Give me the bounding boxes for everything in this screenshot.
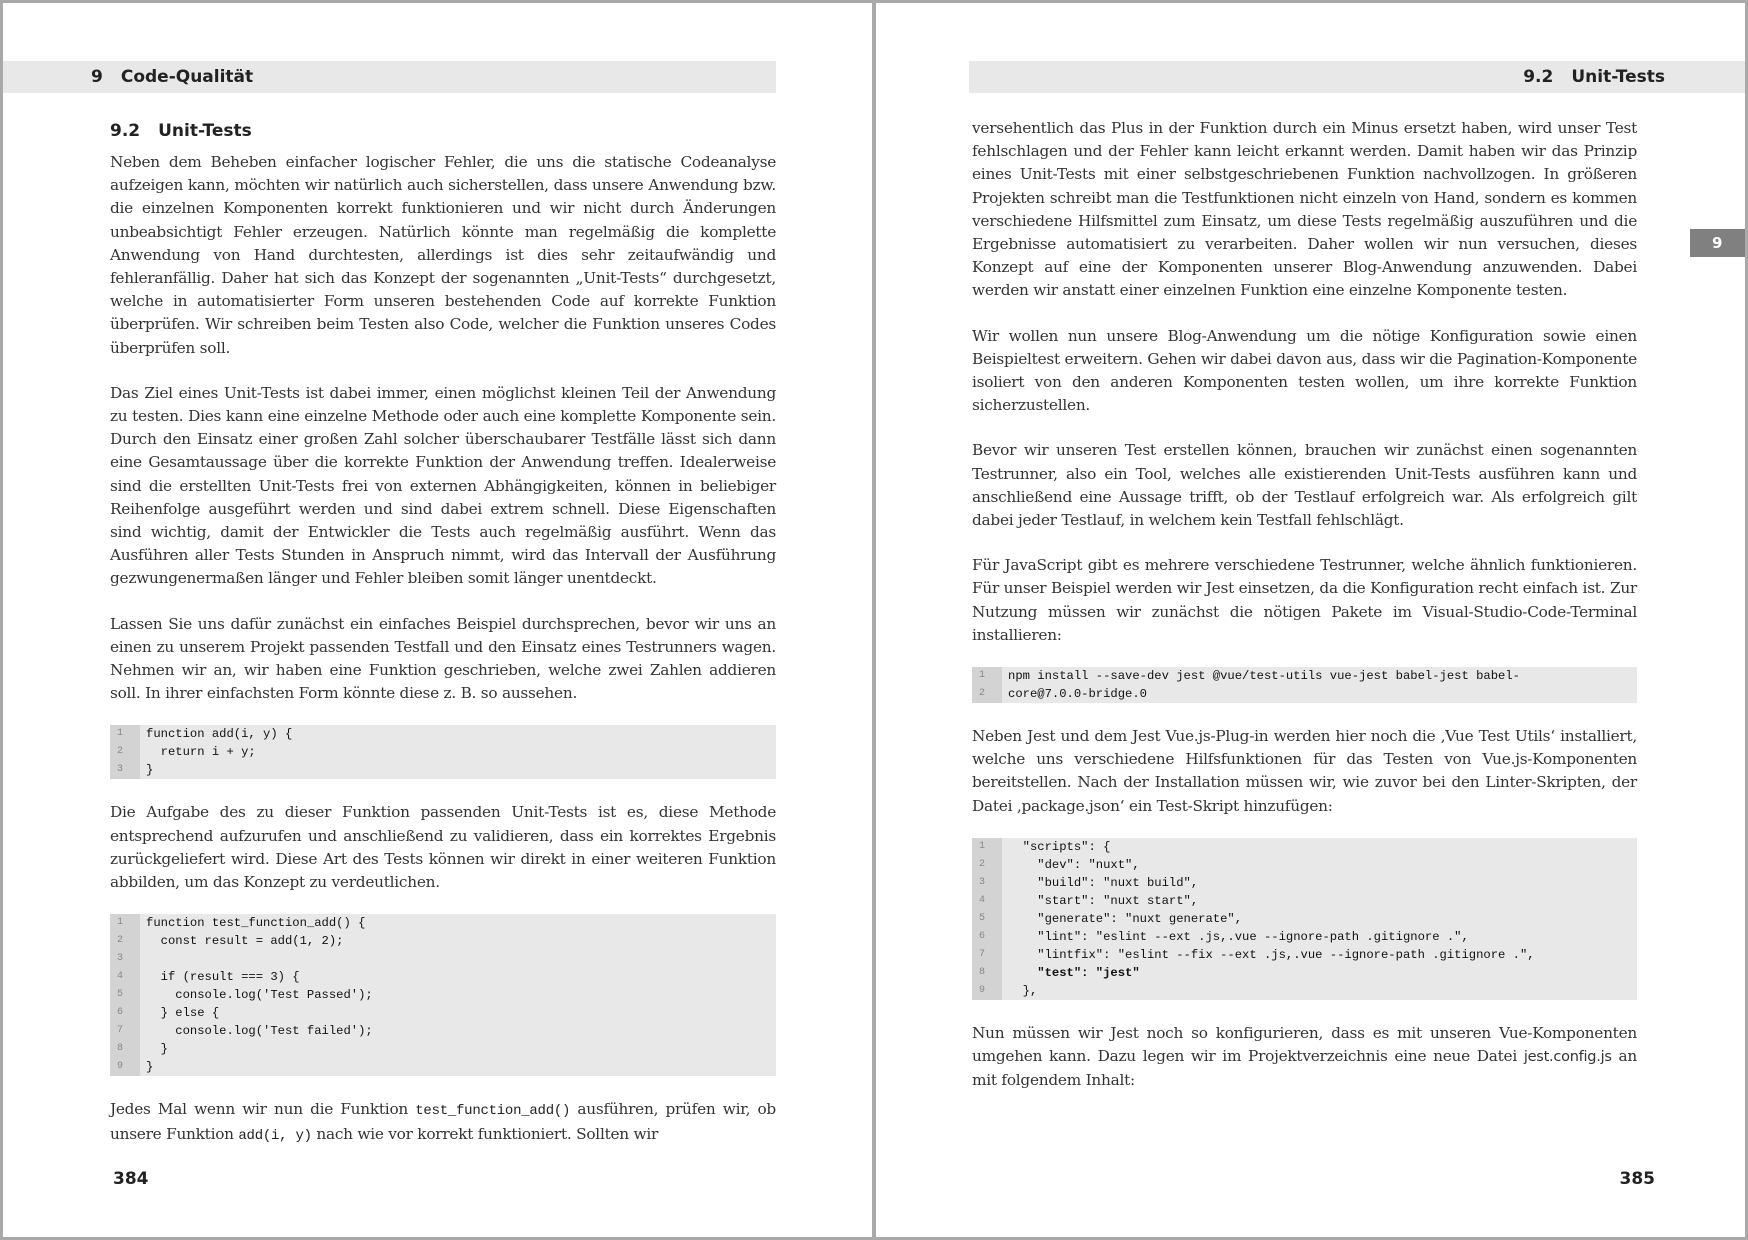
- paragraph: Lassen Sie uns dafür zunächst ein einfaches Beispiel durchsprechen, bevor wir uns an einen zu unserem Projekt passenden Testfall und den Einsatz eines Testrunners wagen. Nehmen wir an, wir haben eine Funktion geschrieben, welche zwei Zahlen addieren soll. In ihrer einfachsten Form könnte diese z. B. so aussehen.: [110, 614, 776, 703]
- line-number: 8: [110, 1040, 140, 1058]
- line-number: 8: [972, 964, 1002, 982]
- code-text: const result = add(1, 2);: [146, 934, 344, 949]
- code-line: [110, 968, 776, 986]
- running-head: [3, 61, 776, 93]
- code-text: },: [1008, 983, 1038, 998]
- code-text: function add(i, y) {: [146, 727, 293, 742]
- code-line: [110, 1058, 776, 1076]
- line-number: 3: [110, 950, 140, 968]
- left-page: [3, 3, 872, 1237]
- code-text: "lint": "eslint --ext .js,.vue --ignore-path .gitignore .",: [1008, 929, 1469, 944]
- code-text: if (result === 3) {: [146, 970, 300, 985]
- text-run: Jedes Mal wenn wir nun die Funktion: [110, 1100, 416, 1119]
- inline-code: add(i, y): [238, 1128, 312, 1145]
- code-text: console.log('Test failed');: [146, 1024, 373, 1039]
- line-number: 5: [110, 986, 140, 1004]
- code-line: [110, 914, 776, 932]
- code-text: core@7.0.0-bridge.0: [1008, 687, 1147, 702]
- right-page: [876, 3, 1745, 1237]
- code-line: [110, 986, 776, 1004]
- code-line: [972, 964, 1637, 982]
- code-line: [110, 932, 776, 950]
- section-number: 9.2: [110, 121, 141, 141]
- page-number: 384: [113, 1169, 149, 1189]
- line-number: 9: [110, 1058, 140, 1076]
- code-text: }: [146, 1042, 168, 1057]
- paragraph: Neben dem Beheben einfacher logischer Fehler, die uns die statische Codeanalyse aufzeigen kann, möchten wir natürlich auch sicherstellen, dass unsere Anwendung bzw. die einzelnen Komponenten korrekt funktionieren und wir nicht durch Änderungen unbeabsichtigt Fehler erzeugen. Natürlich könnte man regelmäßig die komplette Anwendung von Hand durchtesten, allerdings ist dies sehr zeitaufwändig und fehleranfällig. Daher hat sich das Konzept der sogenannten „Unit-Tests“ durchgesetzt, welche in automatisierter Form unseren bestehenden Code auf korrekte Funktion überprüfen. Wir schreiben beim Testen also Code, welcher die Funktion unseres Codes überprüfen soll.: [110, 153, 776, 357]
- line-number: 2: [110, 743, 140, 761]
- text-run: Nun müssen wir Jest noch so konfigurieren, dass es mit unseren Vue-Komponenten umgehen kann. Dazu legen wir im Projektverzeichnis eine neue Datei: [972, 1023, 1637, 1066]
- line-number: 3: [972, 874, 1002, 892]
- line-number: 7: [110, 1022, 140, 1040]
- paragraph: Das Ziel eines Unit-Tests ist dabei immer, einen möglichst kleinen Teil der Anwendung zu testen. Dies kann eine einzelne Methode oder auch eine komplette Komponente sein. Durch den Einsatz einer großen Zahl solcher überschaubarer Testfälle lässt sich dann eine Gesamtaussage über die korrekte Funktion der Anwendung treffen. Idealerweise sind die erstellten Unit-Tests frei von externen Abhängigkeiten, können in beliebiger Reihenfolge ausgeführt werden und sind dabei extrem schnell. Diese Eigenschaften sind wichtig, damit der Entwickler die Tests auch regelmäßig ausführt. Wenn das Ausführen aller Tests Stunden in Anspruch nimmt, wird das Intervall der Ausführung gezwungenermaßen länger und Fehler bleiben somit länger unentdeckt.: [110, 383, 776, 588]
- code-text: "scripts": {: [1008, 839, 1111, 854]
- code-text: }: [146, 763, 154, 778]
- code-text: "build": "nuxt build",: [1008, 875, 1199, 890]
- line-number: 2: [110, 932, 140, 950]
- line-number: 1: [110, 914, 140, 932]
- code-text: function test_function_add() {: [146, 916, 366, 931]
- code-block: [972, 838, 1637, 1000]
- code-text: "dev": "nuxt",: [1008, 857, 1140, 872]
- code-line: [110, 1004, 776, 1022]
- code-block: [110, 914, 776, 1076]
- inline-code: test_function_add(): [415, 1103, 571, 1120]
- code-text: } else {: [146, 1006, 220, 1021]
- text-run: nach wie vor korrekt funktioniert. Sollten wir: [311, 1125, 659, 1144]
- code-line: [972, 874, 1637, 892]
- paragraph: [972, 1022, 1637, 1093]
- line-number: 5: [972, 910, 1002, 928]
- code-line: [972, 928, 1637, 946]
- code-line: [972, 856, 1637, 874]
- line-number: 2: [972, 856, 1002, 874]
- code-line: [110, 743, 776, 761]
- code-line: [972, 982, 1637, 1000]
- code-text: }: [146, 1060, 154, 1075]
- paragraph: Wir wollen nun unsere Blog-Anwendung um die nötige Konfiguration sowie einen Beispieltest erweitern. Gehen wir dabei davon aus, dass wir die Pagination-Komponente isoliert von den anderen Komponenten testen wollen, um ihre korrekte Funktion sicherzustellen.: [972, 326, 1637, 415]
- code-block: [110, 725, 776, 779]
- code-text: [140, 950, 146, 968]
- paragraph: Für JavaScript gibt es mehrere verschiedene Testrunner, welche ähnlich funktionieren. Für unser Beispiel werden wir Jest einsetzen, da die Konfiguration recht einfach ist. Zur Nutzung müssen wir zunächst die nötigen Pakete im Visual-Studio-Code-Terminal installieren:: [972, 556, 1637, 644]
- code-line: [110, 1040, 776, 1058]
- code-line: [972, 946, 1637, 964]
- code-text: npm install --save-dev jest @vue/test-utils vue-jest babel-jest babel-: [1008, 669, 1520, 684]
- section-number: 9.2: [1523, 67, 1554, 87]
- line-number: 4: [110, 968, 140, 986]
- code-text: "generate": "nuxt generate",: [1008, 911, 1243, 926]
- paragraph: Neben Jest und dem Jest Vue.js-Plug-in werden hier noch die ‚Vue Test Utils‘ installiert, welche uns verschiedene Hilfsfunktionen für das Testen von Vue.js-Komponenten bereitstellen. Nach der Installation müssen wir, wie zuvor bei den Linter-Skripten, der Datei ‚package.json‘ ein Test-Skript hinzufügen:: [972, 727, 1637, 815]
- line-number: 2: [972, 685, 1002, 703]
- line-number: 6: [972, 928, 1002, 946]
- code-line: [110, 725, 776, 743]
- left-page-content: [110, 121, 776, 1171]
- right-page-content: [972, 117, 1637, 1114]
- section-heading: [110, 121, 776, 141]
- file-name: jest.config.js: [1523, 1049, 1612, 1066]
- line-number: 6: [110, 1004, 140, 1022]
- code-line: [110, 1022, 776, 1040]
- section-title: Unit-Tests: [158, 121, 252, 141]
- page-number: 385: [1619, 1169, 1655, 1189]
- line-number: 7: [972, 946, 1002, 964]
- text-run: an mit folgendem Inhalt:: [972, 1047, 1637, 1090]
- code-line: [972, 685, 1637, 703]
- code-line: [110, 950, 776, 968]
- paragraph: Die Aufgabe des zu dieser Funktion passenden Unit-Tests ist es, diese Methode entsprechend aufzurufen und anschließend zu validieren, dass ein korrektes Ergebnis zurückgeliefert wird. Diese Art des Tests können wir direkt in einer weiteren Funktion abbilden, um das Konzept zu verdeutlichen.: [110, 803, 776, 892]
- code-text: return i + y;: [146, 745, 256, 760]
- line-number: 1: [972, 667, 1002, 685]
- code-text: "start": "nuxt start",: [1008, 893, 1199, 908]
- code-block: [972, 667, 1637, 703]
- paragraph: versehentlich das Plus in der Funktion durch ein Minus ersetzt haben, wird unser Test fehlschlagen und der Fehler kann leicht erkannt werden. Damit haben wir das Prinzip eines Unit-Tests mit einer selbstgeschriebenen Funktion nachvollzogen. In größeren Projekten schreibt man die Testfunktionen nicht einzeln von Hand, sondern es kommen verschiedene Hilfsmittel zum Einsatz, um diese Tests regelmäßig auszuführen und die Ergebnisse automatisiert zu verarbeiten. Daher wollen wir nun versuchen, dieses Konzept auf eine der Komponenten unserer Blog-Anwendung anzuwenden. Dabei werden wir anstatt einer einzelnen Funktion eine einzelne Komponente testen.: [972, 119, 1637, 300]
- chapter-tab: 9: [1690, 229, 1745, 257]
- code-line: [972, 838, 1637, 856]
- chapter-title: Code-Qualität: [120, 67, 254, 87]
- line-number: 1: [110, 725, 140, 743]
- section-title: Unit-Tests: [1571, 67, 1665, 87]
- text-run: ausführen, prüfen wir, ob unsere Funktion: [110, 1100, 776, 1144]
- line-number: 1: [972, 838, 1002, 856]
- code-text: "test": "jest": [1008, 965, 1140, 980]
- paragraph: [110, 1098, 776, 1148]
- line-number: 4: [972, 892, 1002, 910]
- running-head: [969, 61, 1745, 93]
- code-line: [972, 892, 1637, 910]
- chapter-number: 9: [91, 67, 103, 87]
- code-line: [110, 761, 776, 779]
- code-text: "lintfix": "eslint --fix --ext .js,.vue --ignore-path .gitignore .",: [1008, 947, 1535, 962]
- code-text: console.log('Test Passed');: [146, 988, 373, 1003]
- line-number: 3: [110, 761, 140, 779]
- line-number: 9: [972, 982, 1002, 1000]
- paragraph: Bevor wir unseren Test erstellen können, brauchen wir zunächst einen sogenannten Testrunner, also ein Tool, welches alle existierenden Unit-Tests ausführen kann und anschließend eine Aussage trifft, ob der Testlauf erfolgreich war. Als erfolgreich gilt dabei jeder Testlauf, in welchem kein Testfall fehlschlägt.: [972, 441, 1637, 530]
- code-line: [972, 667, 1637, 685]
- code-line: [972, 910, 1637, 928]
